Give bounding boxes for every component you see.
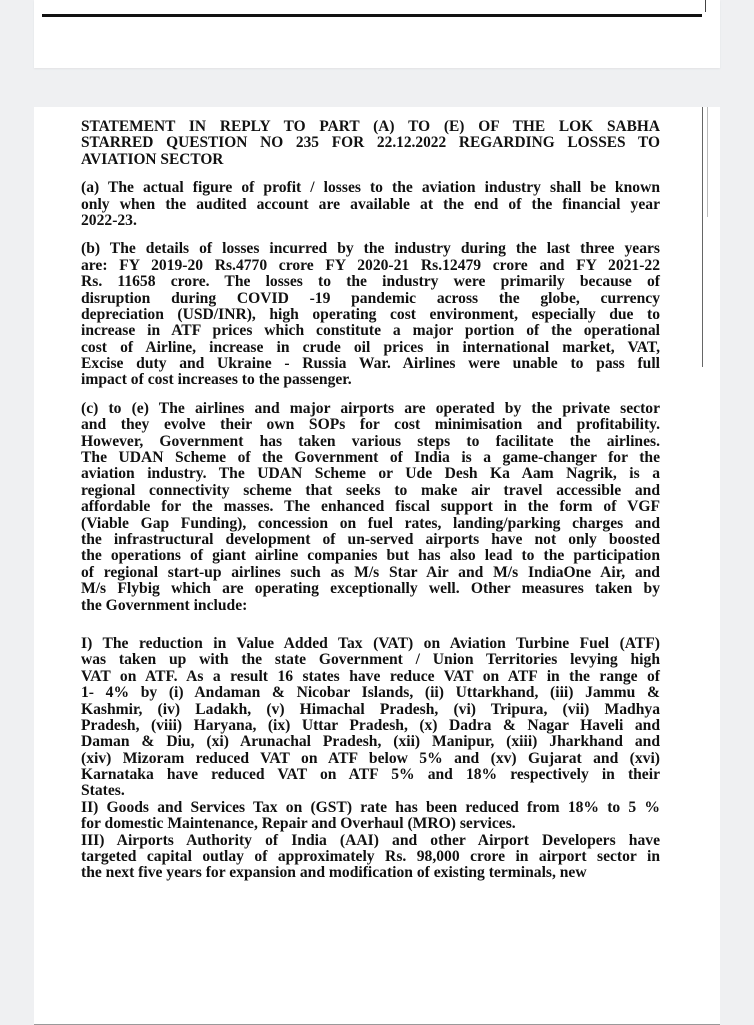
text-line: M/s Flybig which are operating exceptionally well. Other measures taken by [81,580,660,598]
text-line: Rs. 11658 crore. The losses to the industry were primarily because of [81,273,660,291]
margin-line-faint [707,107,708,217]
text-line: only when the audited account are available at the end of the financial year [81,195,660,213]
margin-line [702,107,703,367]
text-line: STARRED QUESTION NO 235 FOR 22.12.2022 REGARDING LOSSES TO [81,134,660,152]
document-page [34,107,720,1025]
text-line: the next five years for expansion and modification of existing terminals, new [81,864,587,882]
text-line: and they evolve their own SOPs for cost minimisation and profitability. [81,416,660,434]
text-line: (c) to (e) The airlines and major airports are operated by the private sector [81,399,660,417]
text-line: (a) The actual figure of profit / losses to the aviation industry shall be known [81,179,660,197]
text-line: the infrastructural development of un-served airports have not only boosted [81,530,660,548]
text-line: 2022-23. [81,211,137,229]
text-line: However, Government has taken various steps to facilitate the airlines. [81,432,660,450]
text-line: The UDAN Scheme of the Government of India is a game-changer for the [81,449,660,467]
paragraph-b [81,241,660,389]
measures-list [81,636,660,882]
statement-heading [81,119,660,168]
text-line: II) Goods and Services Tax on (GST) rate has been reduced from 18% to 5 % [81,798,660,816]
margin-line [705,0,706,12]
text-line: cost of Airline, increase in crude oil prices in international market, VAT, [81,338,660,356]
text-line: depreciation (USD/INR), high operating cost environment, especially due to [81,305,660,323]
text-line: (b) The details of losses incurred by the industry during the last three years [81,240,660,258]
text-line: regional connectivity scheme that seeks to make air travel accessible and [81,481,660,499]
text-line: VAT on ATF. As a result 16 states have reduce VAT on ATF in the range of [81,667,660,685]
text-line: aviation industry. The UDAN Scheme or Ude Desh Ka Aam Nagrik, is a [81,465,660,483]
text-line: Kashmir, (iv) Ladakh, (v) Himachal Pradesh, (vi) Tripura, (vii) Madhya [81,700,660,718]
text-line: for domestic Maintenance, Repair and Overhaul (MRO) services. [81,815,516,833]
text-line: disruption during COVID -19 pandemic across the globe, currency [81,289,660,307]
text-line: affordable for the masses. The enhanced fiscal support in the form of VGF [81,498,660,516]
text-line: increase in ATF prices which constitute a major portion of the operational [81,322,660,340]
text-line: of regional start-up airlines such as M/s Star Air and M/s IndiaOne Air, and [81,563,660,581]
text-line: the Government include: [81,596,248,614]
text-line: the operations of giant airline companies but has also lead to the participation [81,547,660,565]
paragraph-a [81,180,660,229]
text-line: Daman & Diu, (xi) Arunachal Pradesh, (xii) Manipur, (xiii) Jharkhand and [81,733,660,751]
horizontal-rule [42,14,702,17]
paragraph-c-to-e [81,401,660,614]
text-line: are: FY 2019-20 Rs.4770 crore FY 2020-21 Rs.12479 crore and FY 2021-22 [81,256,660,274]
text-line: States. [81,782,125,800]
text-line: III) Airports Authority of India (AAI) and other Airport Developers have [81,831,660,849]
text-line: targeted capital outlay of approximately Rs. 98,000 crore in airport sector in [81,848,660,866]
text-line: Karnataka have reduced VAT on ATF 5% and 18% respectively in their [81,766,660,784]
text-line: STATEMENT IN REPLY TO PART (A) TO (E) OF THE LOK SABHA [81,118,660,135]
text-line: I) The reduction in Value Added Tax (VAT) on Aviation Turbine Fuel (ATF) [81,634,660,652]
text-line: (Viable Gap Funding), concession on fuel rates, landing/parking charges and [81,514,660,532]
text-line: (xiv) Mizoram reduced VAT on ATF below 5% and (xv) Gujarat and (xvi) [81,749,660,767]
document-body [81,119,660,893]
text-line: Pradesh, (viii) Haryana, (ix) Uttar Pradesh, (x) Dadra & Nagar Haveli and [81,716,660,734]
text-line: Excise duty and Ukraine - Russia War. Airlines were unable to pass full [81,355,660,373]
text-line: was taken up with the state Government / Union Territories levying high [81,651,660,669]
text-line: AVIATION SECTOR [81,150,224,168]
previous-page-fragment [34,0,720,68]
text-line: 1- 4% by (i) Andaman & Nicobar Islands, (ii) Uttarkhand, (iii) Jammu & [81,684,660,702]
text-line: impact of cost increases to the passenger. [81,371,352,389]
